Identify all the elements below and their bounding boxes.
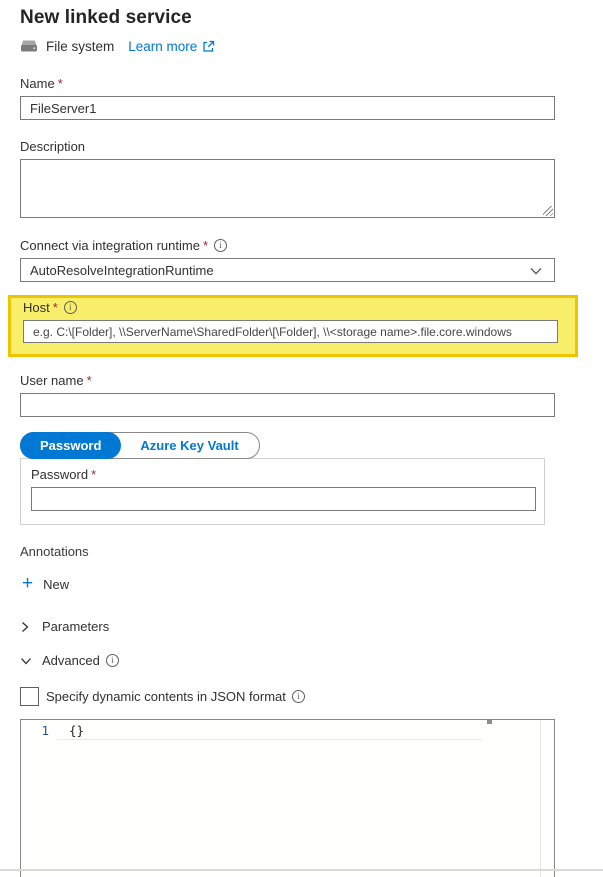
plus-icon: +: [22, 573, 34, 594]
editor-cursor-mark: [487, 720, 492, 724]
editor-current-line-highlight: [57, 720, 482, 740]
editor-line-number: 1: [41, 723, 49, 738]
learn-more-link[interactable]: Learn more: [128, 39, 215, 54]
password-group-box: [20, 458, 545, 525]
name-label: Name *: [20, 76, 63, 91]
annotation-new-button[interactable]: + New: [22, 573, 70, 594]
advanced-section-toggle[interactable]: Advanced i: [20, 653, 555, 668]
description-label: Description: [20, 139, 86, 154]
page-title: New linked service: [20, 7, 192, 28]
info-icon[interactable]: i: [106, 654, 119, 667]
password-input[interactable]: [31, 487, 536, 511]
integration-runtime-label: Connect via integration runtime * i: [20, 238, 555, 253]
host-input[interactable]: [23, 320, 558, 343]
chevron-down-icon: [530, 267, 542, 275]
connector-row: [20, 37, 555, 55]
external-link-icon: [202, 40, 215, 53]
info-icon[interactable]: i: [292, 690, 305, 703]
info-icon[interactable]: i: [64, 301, 77, 314]
annotations-label: Annotations: [20, 544, 89, 559]
description-field-wrap: [20, 159, 555, 218]
required-asterisk: *: [202, 238, 208, 253]
required-asterisk: *: [86, 373, 92, 388]
dynamic-json-checkbox-label: Specify dynamic contents in JSON format: [46, 689, 286, 704]
tab-azure-key-vault[interactable]: Azure Key Vault: [140, 438, 239, 453]
connector-name: File system: [46, 38, 115, 54]
required-asterisk: *: [91, 467, 97, 482]
footer-divider: [0, 869, 603, 871]
host-field-highlight: [8, 295, 578, 357]
required-asterisk: *: [52, 300, 58, 315]
tab-password[interactable]: Password: [20, 432, 121, 459]
json-code-editor[interactable]: [20, 719, 555, 877]
password-label: Password *: [31, 467, 97, 482]
required-asterisk: *: [57, 76, 63, 91]
integration-runtime-select[interactable]: AutoResolveIntegrationRuntime: [20, 258, 555, 282]
editor-scrollbar[interactable]: [540, 720, 541, 877]
dynamic-json-checkbox[interactable]: [20, 687, 39, 706]
credential-tabs: [20, 432, 260, 459]
user-name-input[interactable]: [20, 393, 555, 417]
host-label: Host * i: [23, 300, 563, 315]
description-textarea[interactable]: [20, 159, 555, 218]
dynamic-json-checkbox-row: [20, 687, 555, 706]
chevron-down-icon: [20, 656, 34, 666]
info-icon[interactable]: i: [214, 239, 227, 252]
parameters-section-toggle[interactable]: Parameters: [20, 619, 555, 634]
chevron-right-icon: [20, 621, 34, 633]
user-name-label: User name *: [20, 373, 92, 388]
name-input[interactable]: [20, 96, 555, 120]
editor-code-content: {}: [69, 723, 85, 738]
file-system-drive-icon: [20, 39, 38, 53]
